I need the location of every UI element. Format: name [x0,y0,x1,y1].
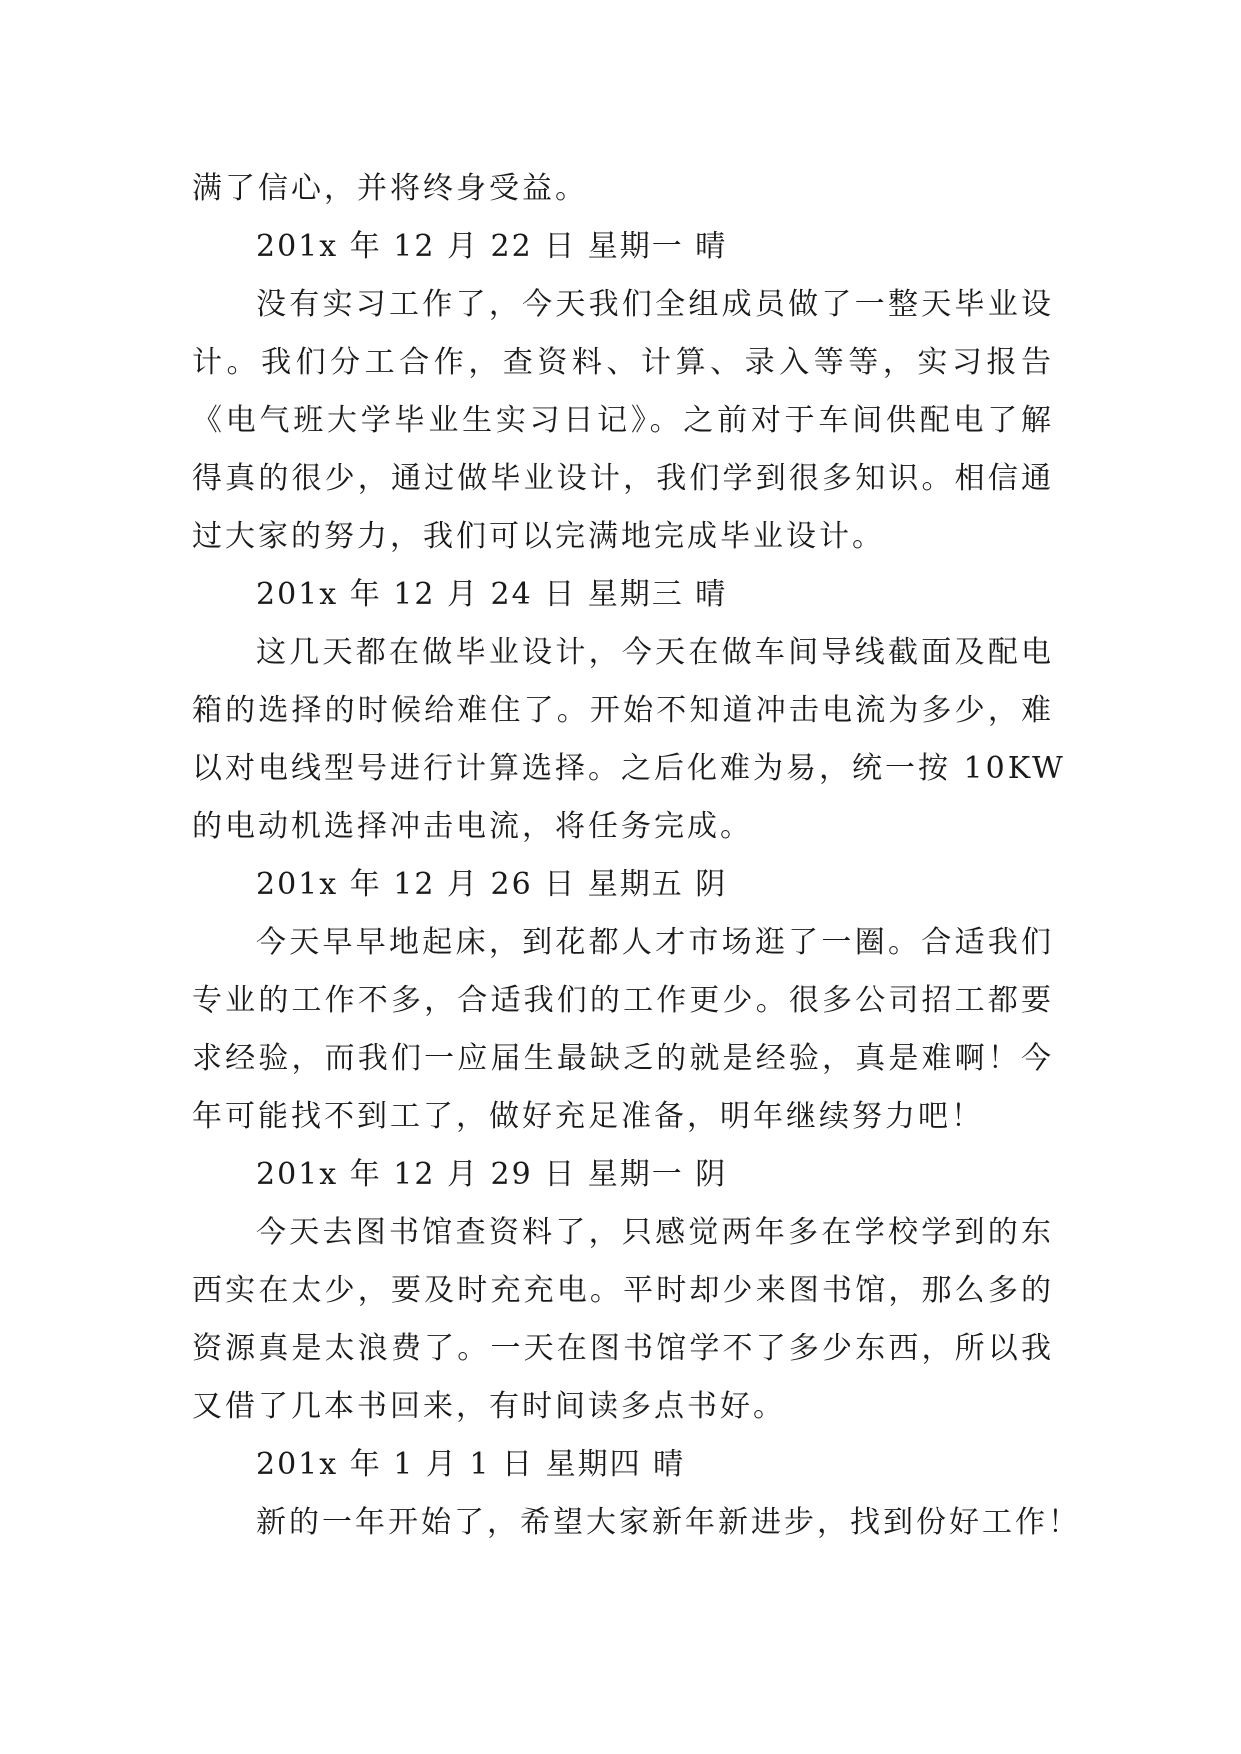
diary-date-heading: 201x 年 1 月 1 日 星期四 晴 [256,1447,686,1482]
body-line: 资源真是太浪费了。一天在图书馆学不了多少东西，所以我 [192,1331,1054,1366]
body-line: 过大家的努力，我们可以完满地完成毕业设计。 [192,519,885,554]
body-line: 又借了几本书回来，有时间读多点书好。 [192,1389,786,1424]
body-line: 今天早早地起床，到花都人才市场逛了一圈。合适我们 [256,925,1054,960]
body-line: 以对电线型号进行计算选择。之后化难为易，统一按 10KW [192,751,1066,786]
body-line: 《电气班大学毕业生实习日记》。之前对于车间供配电了解 [192,403,1054,438]
diary-date-heading: 201x 年 12 月 29 日 星期一 阴 [256,1157,728,1192]
body-line: 没有实习工作了，今天我们全组成员做了一整天毕业设 [256,287,1054,322]
body-line: 今天去图书馆查资料了，只感觉两年多在学校学到的东 [256,1215,1054,1250]
body-line: 这几天都在做毕业设计，今天在做车间导线截面及配电 [256,635,1054,670]
body-line: 新的一年开始了，希望大家新年新进步，找到份好工作！ [256,1505,1081,1540]
diary-content [192,160,1081,1552]
body-line: 求经验，而我们一应届生最缺乏的就是经验，真是难啊！今 [192,1041,1054,1076]
body-line: 西实在太少，要及时充充电。平时却少来图书馆，那么多的 [192,1273,1054,1308]
body-line: 得真的很少，通过做毕业设计，我们学到很多知识。相信通 [192,461,1054,496]
diary-date-heading: 201x 年 12 月 22 日 星期一 晴 [256,229,728,264]
body-line: 年可能找不到工了，做好充足准备，明年继续努力吧！ [192,1099,984,1134]
body-line: 箱的选择的时候给难住了。开始不知道冲击电流为多少，难 [192,693,1054,728]
body-line: 专业的工作不多，合适我们的工作更少。很多公司招工都要 [192,983,1054,1018]
body-line: 计。我们分工合作，查资料、计算、录入等等，实习报告 [192,345,1054,380]
body-line: 满了信心，并将终身受益。 [192,171,588,206]
diary-date-heading: 201x 年 12 月 26 日 星期五 阴 [256,867,728,902]
body-line: 的电动机选择冲击电流，将任务完成。 [192,809,753,844]
diary-date-heading: 201x 年 12 月 24 日 星期三 晴 [256,577,728,612]
